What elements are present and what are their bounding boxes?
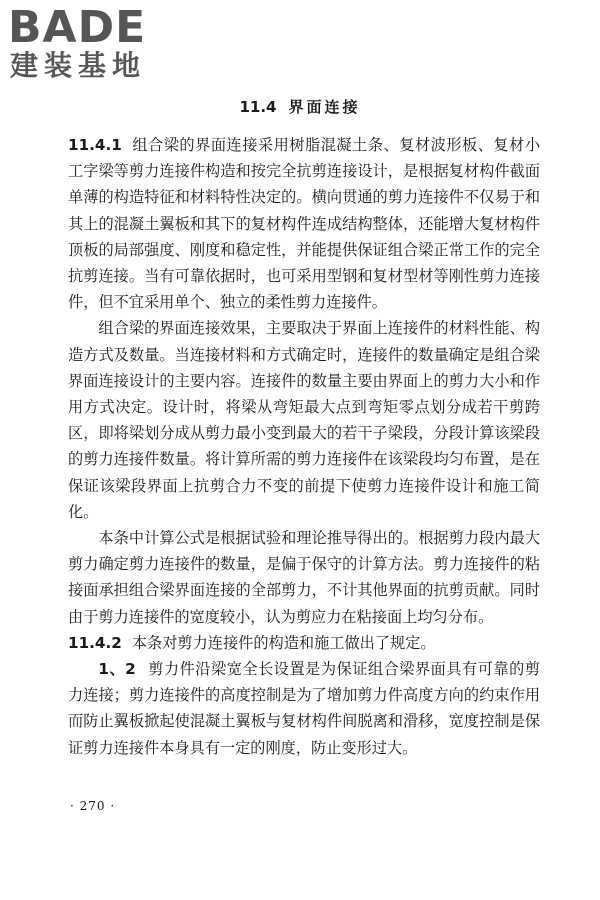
paragraph-text: 组合梁的界面连接采用树脂混凝土条、复材波形板、复材小工字梁等剪力连接件构造和按完全抗剪连接设计，是根据复材构件截面单薄的构造特征和材料特性决定的。横向贯通的剪力连接件不仅易于和其上的混凝土翼板和其下的复材构件连成结构整体，还能增大复材构件顶板的局部强度、刚度和稳定性，并能提供保证组合梁正常工作的完全抗剪连接。当有可靠依据时，也可采用型钢和复材型材等刚性剪力连接件，但不宜采用单个、独立的柔性剪力连接件。 <box>68 136 540 312</box>
clause-11-4-1-para-1 <box>68 132 540 315</box>
clause-11-4-2 <box>68 630 540 656</box>
clause-11-4-1-para-3: 本条中计算公式是根据试验和理论推导得出的。根据剪力段内最大剪力确定剪力连接件的数量，是偏于保守的计算方法。剪力连接件的粘接面承担组合梁界面连接的全部剪力，不计其他界面的抗剪贡献。同时由于剪力连接件的宽度较小，认为剪应力在粘接面上均匀分布。 <box>68 529 540 626</box>
clause-11-4-2-item <box>68 656 540 761</box>
clause-number: 11.4.2 <box>68 633 122 652</box>
section-title: 界面连接 <box>288 98 361 116</box>
clause-number: 11.4.1 <box>68 136 122 154</box>
page-number: · 270 · <box>70 799 116 813</box>
logo-brand-cn: 建装基地 <box>10 49 147 82</box>
logo-brand-en: BADE <box>8 2 147 53</box>
item-number: 1、2 <box>98 660 136 679</box>
paragraph-text: 剪力件沿梁宽全长设置是为保证组合梁界面具有可靠的剪力连接；剪力连接件的高度控制是为了增加剪力件高度方向的约束作用而防止翼板掀起使混凝土翼板与复材构件间脱离和滑移，宽度控制是保证剪力连接件本身具有一定的刚度，防止变形过大。 <box>68 660 541 757</box>
document-body <box>68 132 540 761</box>
section-heading <box>0 96 600 118</box>
paragraph-text: 本条对剪力连接件的构造和施工做出了规定。 <box>131 633 436 652</box>
section-number: 11.4 <box>239 98 277 116</box>
bade-logo <box>8 4 178 86</box>
clause-11-4-1-para-2: 组合梁的界面连接效果，主要取决于界面上连接件的材料性能、构造方式及数量。当连接材料和方式确定时，连接件的数量确定是组合梁界面连接设计的主要内容。连接件的数量主要由界面上的剪力大小和作用方式决定。设计时，将梁从弯矩最大点到弯矩零点划分成若干剪跨区，即将梁划分成从剪力最小变到最大的若干子梁段，分段计算该梁段的剪力连接件数量。将计算所需的剪力连接件在该梁段均匀布置，是在保证该梁段界面上抗剪合力不变的前提下使剪力连接件设计和施工简化。 <box>68 319 540 521</box>
